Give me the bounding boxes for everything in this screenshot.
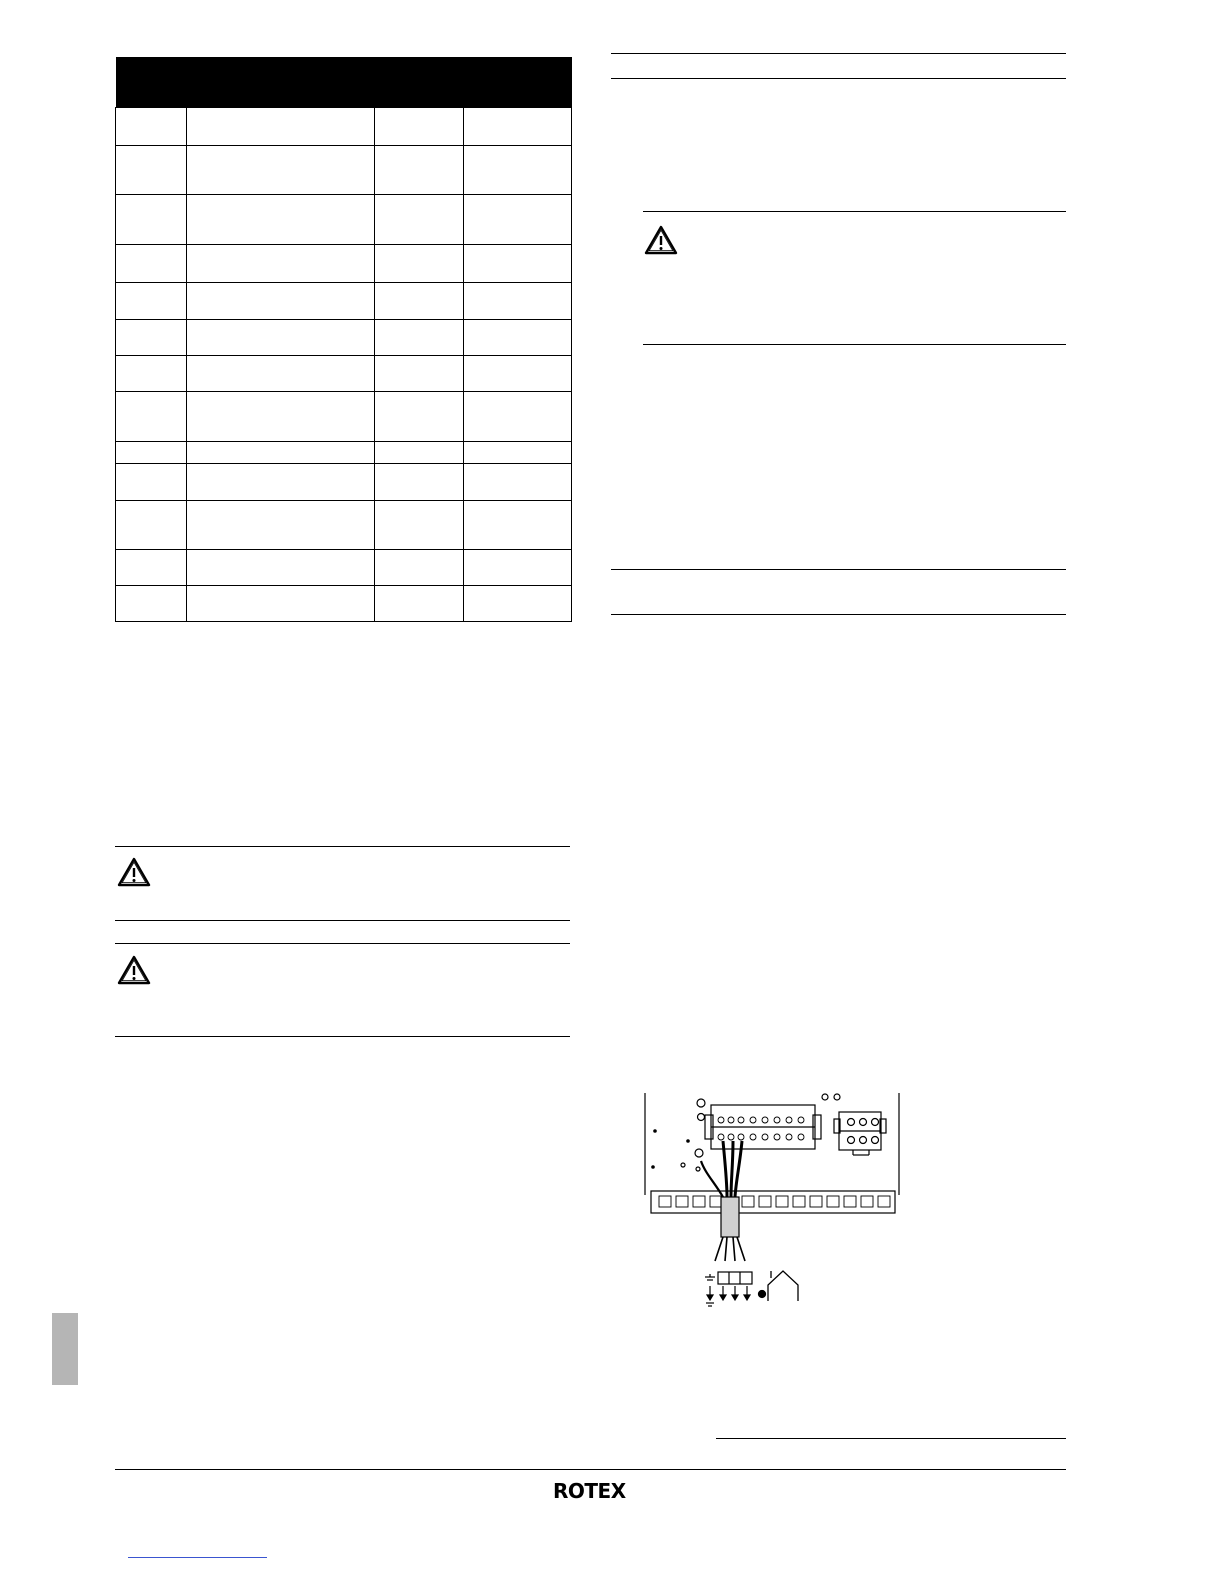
warning-box-1-top-rule [115, 846, 570, 847]
table-row [116, 464, 572, 501]
table-row [116, 586, 572, 622]
rotex-logo: ROTEX [553, 1479, 626, 1503]
table-row [116, 501, 572, 550]
warning-box-2-bottom-rule [115, 1036, 570, 1037]
table-row [116, 392, 572, 442]
figure-caption-rule [716, 1438, 1066, 1439]
section-rule-mid-1 [611, 569, 1066, 570]
chapter-side-tab [52, 1313, 78, 1385]
table-row [116, 320, 572, 356]
table-header-row [116, 57, 572, 108]
table-row [116, 356, 572, 392]
table-row [116, 195, 572, 245]
table-row [116, 245, 572, 283]
section-rule-mid-2 [611, 614, 1066, 615]
section-rule-top-2 [611, 78, 1066, 79]
section-rule-top-1 [611, 53, 1066, 54]
warning-triangle-icon [117, 955, 151, 985]
warning-triangle-icon [644, 225, 678, 255]
table-row [116, 550, 572, 586]
warning-triangle-icon [117, 857, 151, 887]
specification-table [115, 57, 572, 622]
table-row [116, 283, 572, 320]
warning-box-2-top-rule [115, 943, 570, 944]
footer-rule [115, 1469, 1066, 1470]
table-row [116, 146, 572, 195]
warning-box-3-top-rule [643, 211, 1066, 212]
table-row [116, 442, 572, 464]
warning-box-3-bottom-rule [643, 344, 1066, 345]
footer-link-underline[interactable] [128, 1557, 267, 1558]
warning-box-1-bottom-rule [115, 920, 570, 921]
table-row [116, 108, 572, 146]
wiring-diagram [643, 1093, 903, 1308]
